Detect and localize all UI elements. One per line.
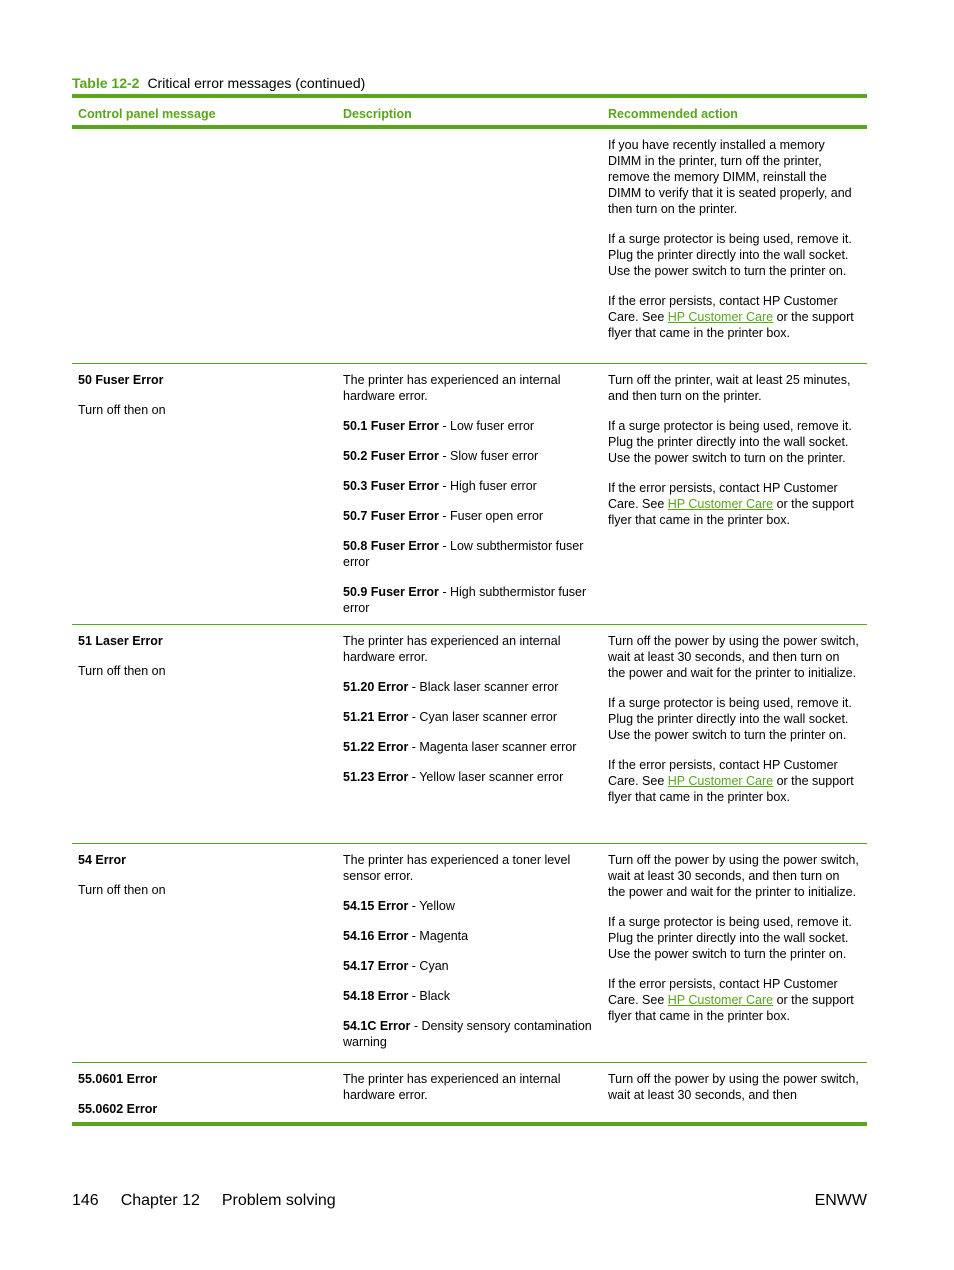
message-cell xyxy=(72,129,337,363)
error-code-item: 50.1 Fuser Error - Low fuser error xyxy=(343,419,535,433)
error-code-item: 51.20 Error - Black laser scanner error xyxy=(343,680,559,694)
description-cell xyxy=(337,844,602,1062)
error-code-item: 54.16 Error - Magenta xyxy=(343,929,469,943)
table-row xyxy=(72,129,867,364)
message-title: 55.0601 Error xyxy=(78,1072,158,1086)
message-title: 51 Laser Error xyxy=(78,634,163,648)
action-cell xyxy=(602,1063,867,1122)
error-code-item: 50.3 Fuser Error - High fuser error xyxy=(343,479,537,493)
message-subtitle: Turn off then on xyxy=(78,664,166,678)
error-code-item: 50.9 Fuser Error - High subthermistor fuser error xyxy=(343,585,587,615)
action-paragraph: If a surge protector is being used, remove it. Plug the printer directly into the wall socket. Use the power switch to turn on the printer. xyxy=(608,419,852,465)
error-code-item: 54.15 Error - Yellow xyxy=(343,899,455,913)
footer-right-label: ENWW xyxy=(814,1192,867,1209)
action-paragraph: If a surge protector is being used, remove it. Plug the printer directly into the wall socket. Use the power switch to turn the printer on. xyxy=(608,696,852,742)
chapter-label: Chapter 12 xyxy=(120,1192,200,1209)
message-title: 50 Fuser Error xyxy=(78,373,164,387)
hp-customer-care-link[interactable]: HP Customer Care xyxy=(667,310,774,324)
description-cell xyxy=(337,625,602,843)
error-code-item: 50.7 Fuser Error - Fuser open error xyxy=(343,509,544,523)
page-footer xyxy=(72,1192,867,1210)
message-title: 55.0602 Error xyxy=(78,1102,158,1116)
action-cell xyxy=(602,129,867,363)
error-code-item: 51.21 Error - Cyan laser scanner error xyxy=(343,710,557,724)
error-code-item: 50.8 Fuser Error - Low subthermistor fuser error xyxy=(343,539,584,569)
action-paragraph: Turn off the printer, wait at least 25 minutes, and then turn on the printer. xyxy=(608,373,851,403)
hp-customer-care-link[interactable]: HP Customer Care xyxy=(667,993,774,1007)
table-row xyxy=(72,625,867,844)
hp-customer-care-link[interactable]: HP Customer Care xyxy=(667,774,774,788)
action-paragraph: If a surge protector is being used, remove it. Plug the printer directly into the wall socket. Use the power switch to turn the printer on. xyxy=(608,232,852,278)
page-number: 146 xyxy=(72,1192,99,1209)
table-title: Critical error messages (continued) xyxy=(147,75,366,91)
message-subtitle: Turn off then on xyxy=(78,403,166,417)
error-code-item: 54.1C Error - Density sensory contamination warning xyxy=(343,1019,592,1049)
error-code-item: 51.23 Error - Yellow laser scanner error xyxy=(343,770,564,784)
description-intro: The printer has experienced a toner level sensor error. xyxy=(343,853,571,883)
action-paragraph: If you have recently installed a memory DIMM in the printer, turn off the printer, remove the memory DIMM, reinstall the DIMM to verify that it is seated properly, and then turn on the printer. xyxy=(608,138,852,216)
action-paragraph: Turn off the power by using the power switch, wait at least 30 seconds, and then turn on the power and wait for the printer to initialize. xyxy=(608,634,859,680)
error-code-item: 54.17 Error - Cyan xyxy=(343,959,449,973)
action-paragraph: If the error persists, contact HP Customer Care. See HP Customer Care or the support flyer that came in the printer box. xyxy=(608,294,854,340)
table-number: Table 12-2 xyxy=(72,75,140,91)
header-recommended-action: Recommended action xyxy=(608,107,738,121)
message-cell xyxy=(72,1063,337,1122)
description-cell xyxy=(337,129,602,363)
action-paragraph: If the error persists, contact HP Customer Care. See HP Customer Care or the support flyer that came in the printer box. xyxy=(608,481,854,527)
action-paragraph: If the error persists, contact HP Customer Care. See HP Customer Care or the support flyer that came in the printer box. xyxy=(608,977,854,1023)
error-code-item: 54.18 Error - Black xyxy=(343,989,451,1003)
hp-customer-care-link[interactable]: HP Customer Care xyxy=(667,497,774,511)
action-paragraph: Turn off the power by using the power switch, wait at least 30 seconds, and then xyxy=(608,1072,859,1102)
table-header xyxy=(72,94,867,129)
message-title: 54 Error xyxy=(78,853,126,867)
error-code-item: 50.2 Fuser Error - Slow fuser error xyxy=(343,449,539,463)
table-row xyxy=(72,844,867,1063)
description-intro: The printer has experienced an internal hardware error. xyxy=(343,1072,561,1102)
action-paragraph: If the error persists, contact HP Customer Care. See HP Customer Care or the support flyer that came in the printer box. xyxy=(608,758,854,804)
message-subtitle: Turn off then on xyxy=(78,883,166,897)
error-code-item: 51.22 Error - Magenta laser scanner error xyxy=(343,740,577,754)
action-paragraph: Turn off the power by using the power switch, wait at least 30 seconds, and then turn on the power and wait for the printer to initialize. xyxy=(608,853,859,899)
action-cell xyxy=(602,844,867,1062)
action-cell xyxy=(602,625,867,843)
section-label: Problem solving xyxy=(221,1192,336,1209)
message-cell xyxy=(72,844,337,1062)
description-intro: The printer has experienced an internal hardware error. xyxy=(343,373,561,403)
table-caption xyxy=(72,75,365,91)
action-paragraph: If a surge protector is being used, remove it. Plug the printer directly into the wall socket. Use the power switch to turn the printer on. xyxy=(608,915,852,961)
header-control-panel-message: Control panel message xyxy=(78,107,216,121)
description-cell xyxy=(337,1063,602,1122)
error-table xyxy=(72,94,867,1126)
message-cell xyxy=(72,625,337,843)
table-row xyxy=(72,364,867,625)
description-intro: The printer has experienced an internal hardware error. xyxy=(343,634,561,664)
header-description: Description xyxy=(343,107,412,121)
action-cell xyxy=(602,364,867,624)
description-cell xyxy=(337,364,602,624)
message-cell xyxy=(72,364,337,624)
table-row xyxy=(72,1063,867,1126)
